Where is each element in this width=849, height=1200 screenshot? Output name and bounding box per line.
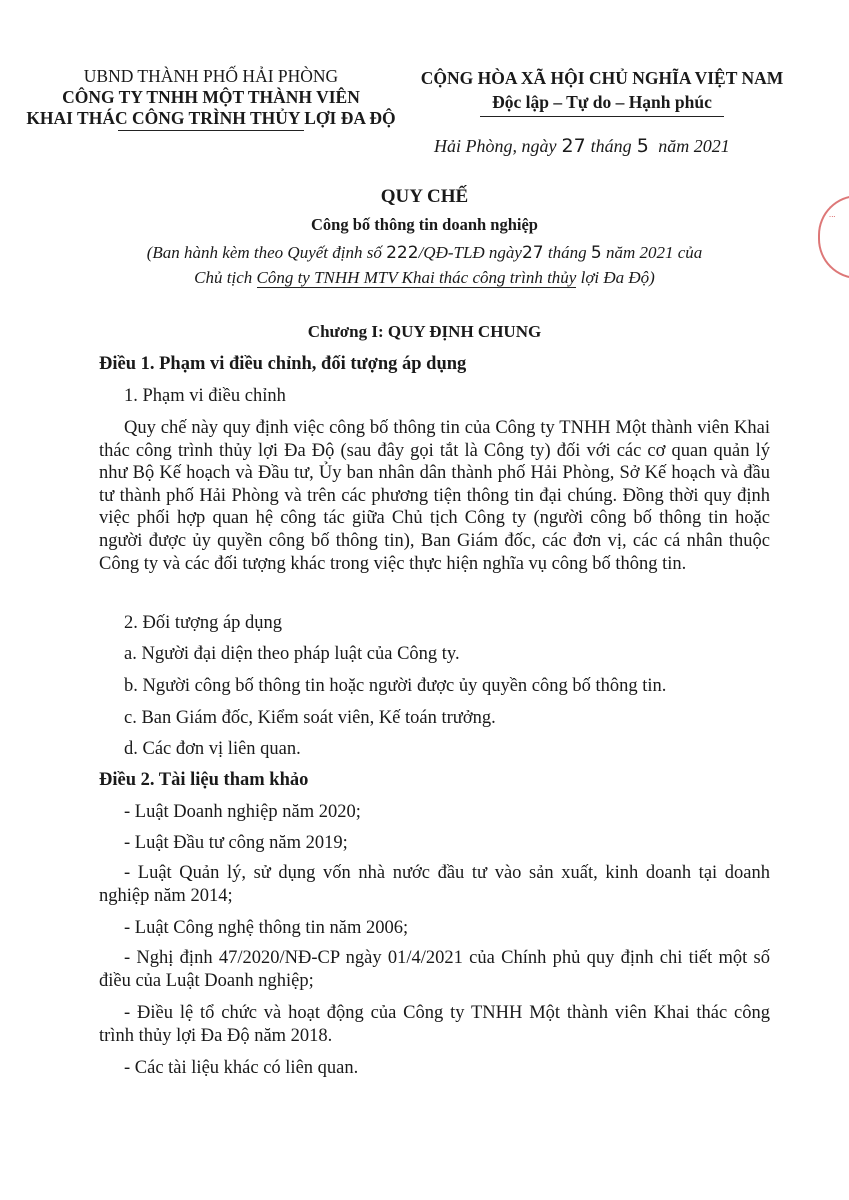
article-1-item-d: d. Các đơn vị liên quan.	[124, 739, 301, 759]
date-day: 27	[561, 135, 586, 157]
date-month: 5	[636, 135, 649, 157]
article-1-heading: Điều 1. Phạm vi điều chỉnh, đối tượng áp dụng	[99, 354, 467, 374]
reference-item-2: - Luật Đầu tư công năm 2019;	[124, 833, 348, 853]
document-title: QUY CHẾ	[380, 186, 469, 207]
article-1-item-c: c. Ban Giám đốc, Kiểm soát viên, Kế toán trưởng.	[124, 708, 496, 728]
article-1-section-2-heading: 2. Đối tượng áp dụng	[124, 613, 283, 633]
issuer-line	[0, 268, 849, 288]
national-motto: Độc lập – Tự do – Hạnh phúc	[492, 92, 712, 112]
article-1-section-1-text: Quy chế này quy định việc công bố thông tin của Công ty TNHH Một thành viên Khai thác công trình thủy lợi Đa Độ (sau đây gọi tắt là Công ty) đối với các cơ quan quản lý như Bộ Kế hoạch và Đầu tư, Ủy ban nhân dân thành phố Hải Phòng, Sở Kế hoạch và đầu tư thành phố Hải Phòng và trên các phương tiện thông tin đại chúng. Đồng thời quy định việc phối hợp quan hệ công tác giữa Chủ tịch Công ty (người công bố thông tin hoặc người được ủy quyền công bố thông tin), Ban Giám đốc, các đơn vị, các cá nhân thuộc Công ty và các đối tượng khác trong việc thực hiện nghĩa vụ công bố thông tin.	[99, 418, 770, 574]
document-date	[434, 135, 794, 157]
issuance-day: 27	[521, 243, 544, 263]
article-1-item-b: b. Người công bố thông tin hoặc người được ủy quyền công bố thông tin.	[124, 676, 667, 696]
article-1-item-a: a. Người đại diện theo pháp luật của Công ty.	[124, 644, 460, 664]
issuer-line-2: CÔNG TY TNHH MỘT THÀNH VIÊN	[62, 87, 360, 107]
reference-item-5: - Nghị định 47/2020/NĐ-CP ngày 01/4/2021 của Chính phủ quy định chi tiết một số điều của Luật Doanh nghiệp;	[99, 948, 770, 991]
reference-item-6: - Điều lệ tổ chức và hoạt động của Công ty TNHH Một thành viên Khai thác công trình thủy lợi Đa Độ năm 2018.	[99, 1003, 770, 1046]
issuance-month-label: tháng	[547, 243, 587, 262]
motto-underline	[480, 116, 724, 117]
reference-item-1: - Luật Doanh nghiệp năm 2020;	[124, 802, 361, 822]
date-month-label: tháng	[590, 136, 632, 156]
article-1-section-1-heading: 1. Phạm vi điều chỉnh	[124, 386, 286, 406]
national-title: CỘNG HÒA XÃ HỘI CHỦ NGHĨA VIỆT NAM	[420, 68, 784, 88]
date-prefix: Hải Phòng, ngày	[434, 136, 557, 156]
issuance-line	[0, 243, 849, 263]
issuance-mid: /QĐ-TLĐ ngày	[418, 243, 522, 262]
issuance-prefix: (Ban hành kèm theo Quyết định số	[146, 243, 382, 262]
issuer-line-3: KHAI THÁC CÔNG TRÌNH THỦY LỢI ĐA ĐỘ	[26, 108, 396, 128]
issuer-line-1: UBND THÀNH PHỐ HẢI PHÒNG	[83, 66, 339, 86]
article-2-heading: Điều 2. Tài liệu tham khảo	[99, 770, 309, 790]
issuer-header	[0, 66, 422, 131]
reference-item-7: - Các tài liệu khác có liên quan.	[124, 1058, 359, 1078]
issuer-prefix: Chủ tịch	[194, 268, 253, 287]
issuance-month: 5	[590, 243, 602, 263]
reference-item-4: - Luật Công nghệ thông tin năm 2006;	[124, 918, 409, 938]
date-suffix: năm 2021	[658, 136, 730, 156]
red-seal-fragment: ⁝	[818, 195, 849, 279]
document-subtitle: Công bố thông tin doanh nghiệp	[311, 215, 538, 234]
chapter-heading: Chương I: QUY ĐỊNH CHUNG	[307, 322, 542, 341]
issuance-suffix: năm 2021 của	[605, 243, 703, 262]
issuer-name-underlined: Công ty TNHH MTV Khai thác công trình thủy	[256, 268, 577, 287]
issuer-underline	[118, 130, 304, 131]
reference-item-3: - Luật Quản lý, sử dụng vốn nhà nước đầu tư vào sản xuất, kinh doanh tại doanh nghiệp năm 2014;	[99, 863, 770, 906]
issuer-suffix: lợi Đa Độ)	[580, 268, 655, 287]
national-header	[392, 66, 812, 117]
decision-number: 222	[386, 243, 419, 263]
